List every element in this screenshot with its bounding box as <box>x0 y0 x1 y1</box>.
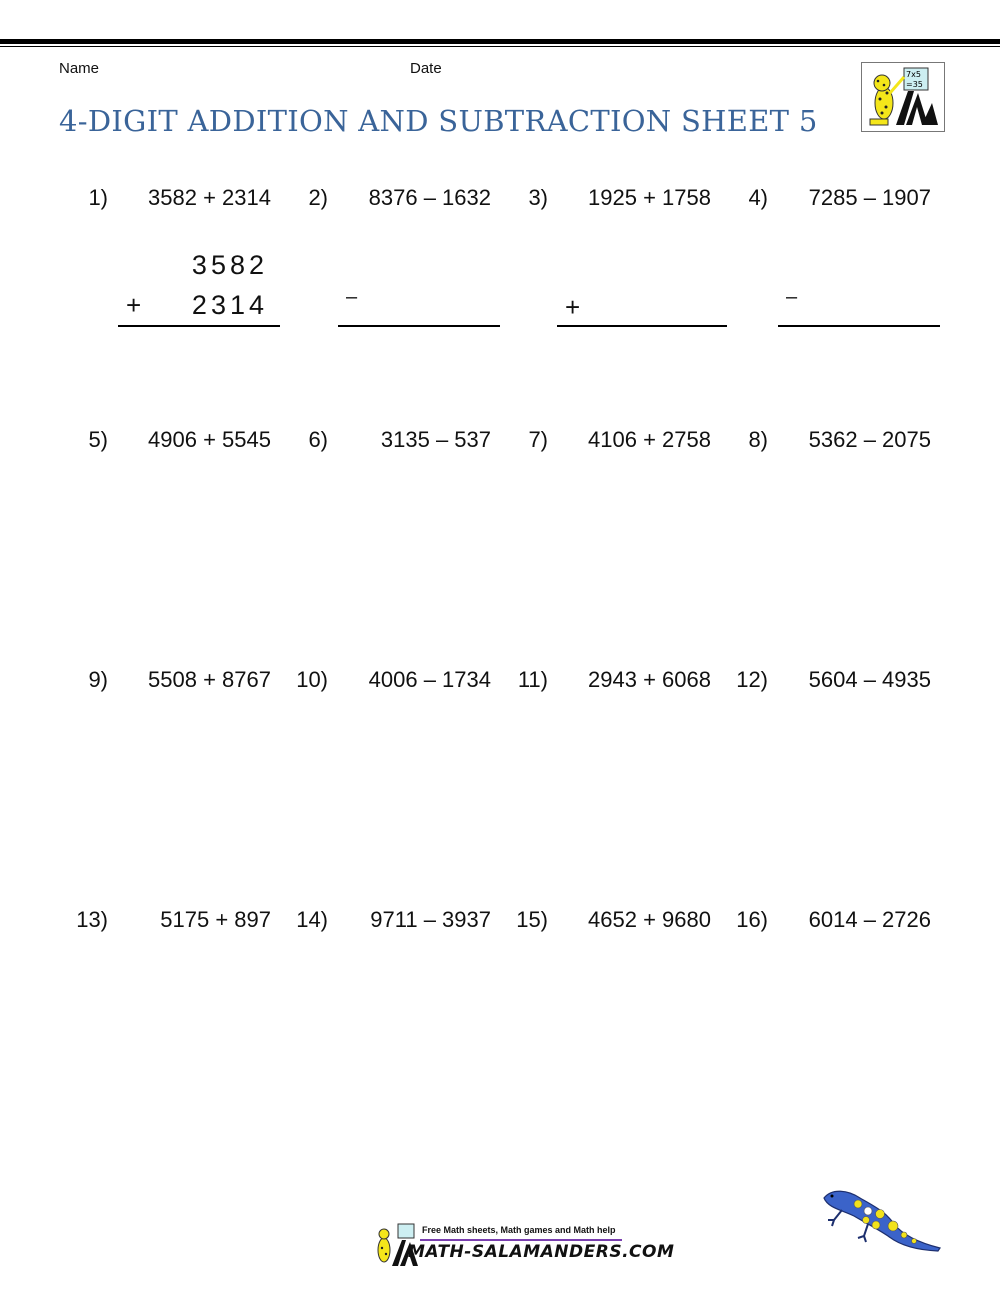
problem-expression: 9711 – 3937 <box>370 907 491 932</box>
problem-expression: 6014 – 2726 <box>808 907 931 932</box>
top-addend: 3582 <box>191 250 268 280</box>
problem-expression: 4652 + 9680 <box>588 907 711 932</box>
top-rule-thick <box>0 39 1000 44</box>
date-label: Date <box>410 60 442 77</box>
svg-text:=35: =35 <box>906 80 923 89</box>
minus-sign: – <box>346 286 358 308</box>
top-rule-thin <box>0 46 1000 47</box>
problem-number: 1) <box>88 185 108 210</box>
problem-number: 2) <box>308 185 328 210</box>
page-title: 4-DIGIT ADDITION AND SUBTRACTION SHEET 5 <box>59 104 818 138</box>
problem-number: 4) <box>748 185 768 210</box>
column-work-2 <box>338 250 500 330</box>
problem-number: 11) <box>517 667 548 692</box>
problem-expression: 5175 + 897 <box>160 907 271 932</box>
answer-line <box>778 325 940 327</box>
problem-number: 6) <box>308 427 328 452</box>
column-work-3 <box>557 250 727 330</box>
problem-expression: 5604 – 4935 <box>808 667 931 692</box>
footer-tagline: Free Math sheets, Math games and Math help <box>422 1225 616 1235</box>
problem-number: 16) <box>736 907 768 932</box>
plus-sign: + <box>565 292 581 322</box>
minus-sign: – <box>786 286 798 308</box>
answer-line <box>118 325 280 327</box>
problem-number: 10) <box>296 667 328 692</box>
problem-expression: 7285 – 1907 <box>808 185 931 210</box>
problem-number: 7) <box>528 427 548 452</box>
column-work-4 <box>778 250 940 330</box>
problem-expression: 4006 – 1734 <box>368 667 491 692</box>
footer-site-name: MATH-SALAMANDERS.COM <box>408 1242 675 1262</box>
math-salamander-teacher-icon <box>861 62 945 132</box>
problem-number: 8) <box>748 427 768 452</box>
problem-number: 3) <box>528 185 548 210</box>
svg-text:7x5: 7x5 <box>906 70 921 79</box>
answer-line <box>557 325 727 327</box>
bottom-addend: 2314 <box>191 290 268 320</box>
problem-expression: 4906 + 5545 <box>148 427 271 452</box>
plus-sign: + <box>126 290 142 320</box>
problem-number: 9) <box>88 667 108 692</box>
footer-divider <box>420 1239 622 1241</box>
name-label: Name <box>59 60 100 77</box>
column-work-1 <box>118 250 280 330</box>
problem-expression: 1925 + 1758 <box>588 185 711 210</box>
footer-logo <box>372 1222 675 1268</box>
problem-number: 15) <box>516 907 548 932</box>
problem-expression: 3582 + 2314 <box>148 185 271 210</box>
problem-expression: 5508 + 8767 <box>148 667 271 692</box>
answer-line <box>338 325 500 327</box>
problem-number: 5) <box>88 427 108 452</box>
problem-expression: 3135 – 537 <box>380 427 491 452</box>
problem-number: 12) <box>736 667 768 692</box>
blue-salamander-icon <box>818 1184 944 1258</box>
problem-expression: 8376 – 1632 <box>368 185 491 210</box>
problem-expression: 5362 – 2075 <box>808 427 931 452</box>
problem-number: 14) <box>296 907 328 932</box>
problem-expression: 2943 + 6068 <box>588 667 711 692</box>
problem-number: 13) <box>76 907 108 932</box>
problem-expression: 4106 + 2758 <box>588 427 711 452</box>
